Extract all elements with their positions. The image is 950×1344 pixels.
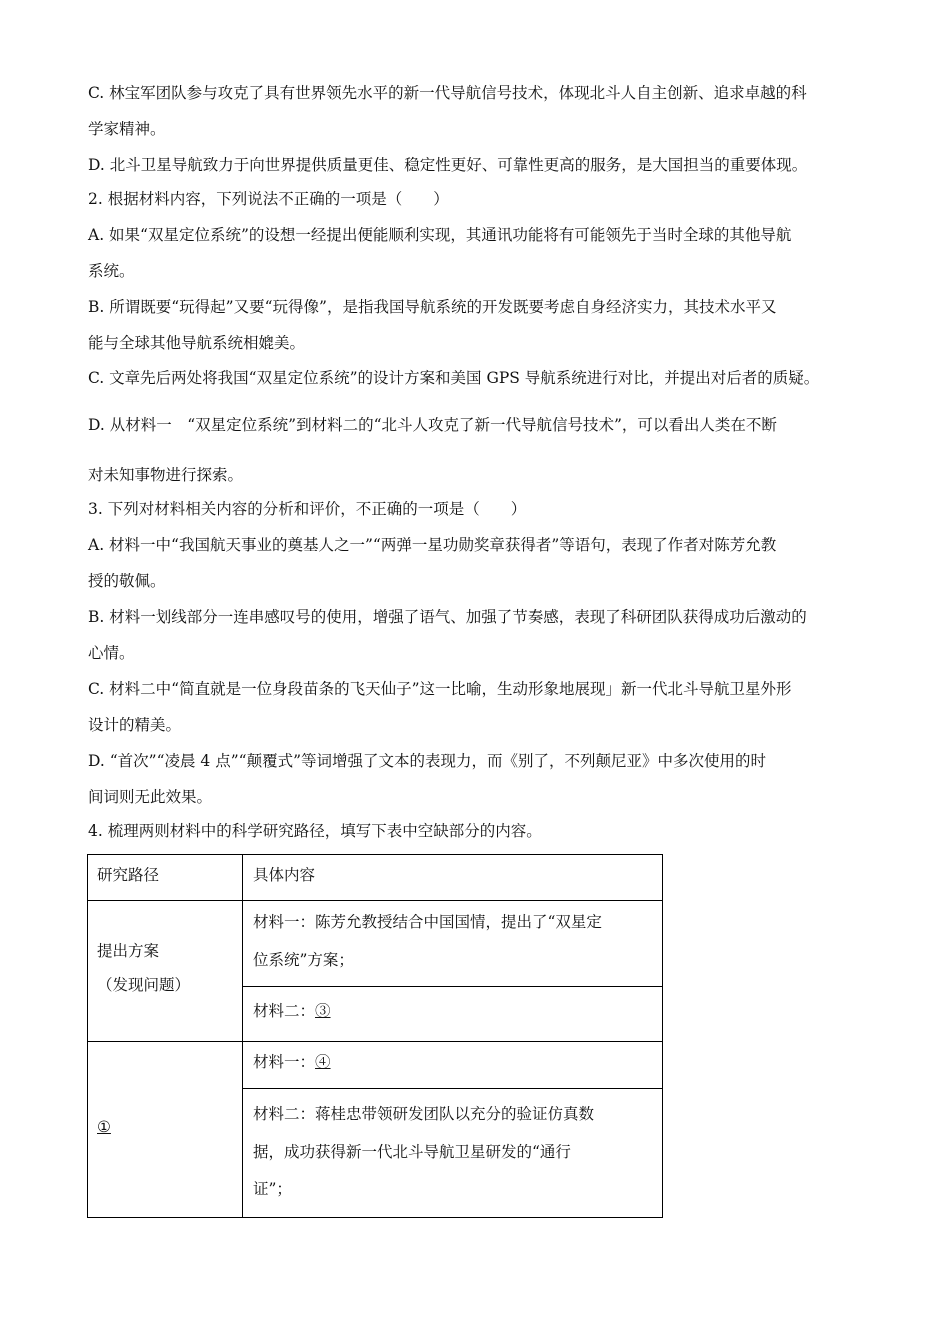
q3-option-d-line2: 间词则无此效果。 [88,788,213,806]
q2-option-a-line1: A. 如果“双星定位系统”的设想一经提出便能顺利实现，其通讯功能将有可能领先于当时全球的其他导航 [88,226,792,244]
row1-path-label: 提出方案 [97,942,160,960]
table-column-divider [242,854,243,1218]
table-border-bottom [87,1217,663,1218]
q3-option-a-line1: A. 材料一中“我国航天事业的奠基人之一”“两弹一星功勋奖章获得者”等语句，表现了作者对陈芳允教 [88,536,777,554]
option-c-q1-line2: 学家精神。 [88,120,166,138]
table-row-divider-main [87,1041,663,1042]
research-path-table [87,854,663,1218]
q2-option-c: C. 文章先后两处将我国“双星定位系统”的设计方案和美国 GPS 导航系统进行对比，并提出对后者的质疑。 [88,369,820,387]
blank-3: ③ [315,1002,331,1020]
option-d-q1: D. 北斗卫星导航致力于向世界提供质量更佳、稳定性更好、可靠性更高的服务，是大国担当的重要体现。 [88,156,808,174]
row2-material2-line1: 材料二：蒋桂忠带领研发团队以充分的验证仿真数 [253,1105,595,1123]
row1-material1-line1: 材料一：陈芳允教授结合中国国情，提出了“双星定 [253,913,602,931]
table-border-right [662,854,663,1218]
q2-option-a-line2: 系统。 [88,262,135,280]
q3-option-c-line2: 设计的精美。 [88,716,182,734]
q2-option-d-line1: D. 从材料一 “双星定位系统”到材料二的“北斗人攻克了新一代导航信号技术”，可以看出人类在不断 [88,416,777,434]
table-border-left [87,854,88,1218]
row2-material1 [253,1052,331,1072]
q3-option-c-line1: C. 材料二中“简直就是一位身段苗条的飞天仙子”这一比喻，生动形象地展现」新一代北斗导航卫星外形 [88,680,792,698]
q3-option-b-line2: 心情。 [88,644,135,662]
blank-1: ① [97,1118,111,1136]
question-4-stem: 4. 梳理两则材料中的科学研究路径，填写下表中空缺部分的内容。 [88,822,542,840]
row2-material2-line3: 证”； [253,1180,292,1198]
q2-option-b-line2: 能与全球其他导航系统相媲美。 [88,334,306,352]
row2-material1-prefix: 材料一： [253,1053,316,1071]
table-row-divider-sub1 [242,986,663,987]
row2-material2-line2: 据，成功获得新一代北斗导航卫星研发的“通行 [253,1143,571,1161]
question-3-stem: 3. 下列对材料相关内容的分析和评价，不正确的一项是（ ） [88,500,527,518]
q3-option-b-line1: B. 材料一划线部分一连串感叹号的使用，增强了语气、加强了节奏感，表现了科研团队获得成功后激动的 [88,608,807,626]
row1-material2 [253,1001,331,1021]
table-header-path: 研究路径 [97,866,160,884]
option-c-q1-line1: C. 林宝军团队参与攻克了具有世界领先水平的新一代导航信号技术，体现北斗人自主创新、追求卓越的科 [88,84,807,102]
blank-4: ④ [315,1053,331,1071]
table-row-divider-sub2 [242,1088,663,1089]
q3-option-a-line2: 授的敬佩。 [88,572,166,590]
question-2-stem: 2. 根据材料内容，下列说法不正确的一项是（ ） [88,190,449,208]
table-header-content: 具体内容 [253,866,316,884]
q3-option-d-line1: D. “首次”“凌晨 4 点”“颠覆式”等词增强了文本的表现力，而《别了，不列颠尼亚》中多次使用的时 [88,752,766,770]
row1-material1-line2: 位系统”方案； [253,951,354,969]
table-border-top [87,854,663,855]
row1-material2-prefix: 材料二： [253,1002,316,1020]
q2-option-b-line1: B. 所谓既要“玩得起”又要“玩得像”，是指我国导航系统的开发既要考虑自身经济实力，其技术水平又 [88,298,777,316]
row1-path-sublabel: （发现问题） [97,976,191,994]
q2-option-d-line2: 对未知事物进行探索。 [88,466,244,484]
table-row-divider-header [87,900,663,901]
